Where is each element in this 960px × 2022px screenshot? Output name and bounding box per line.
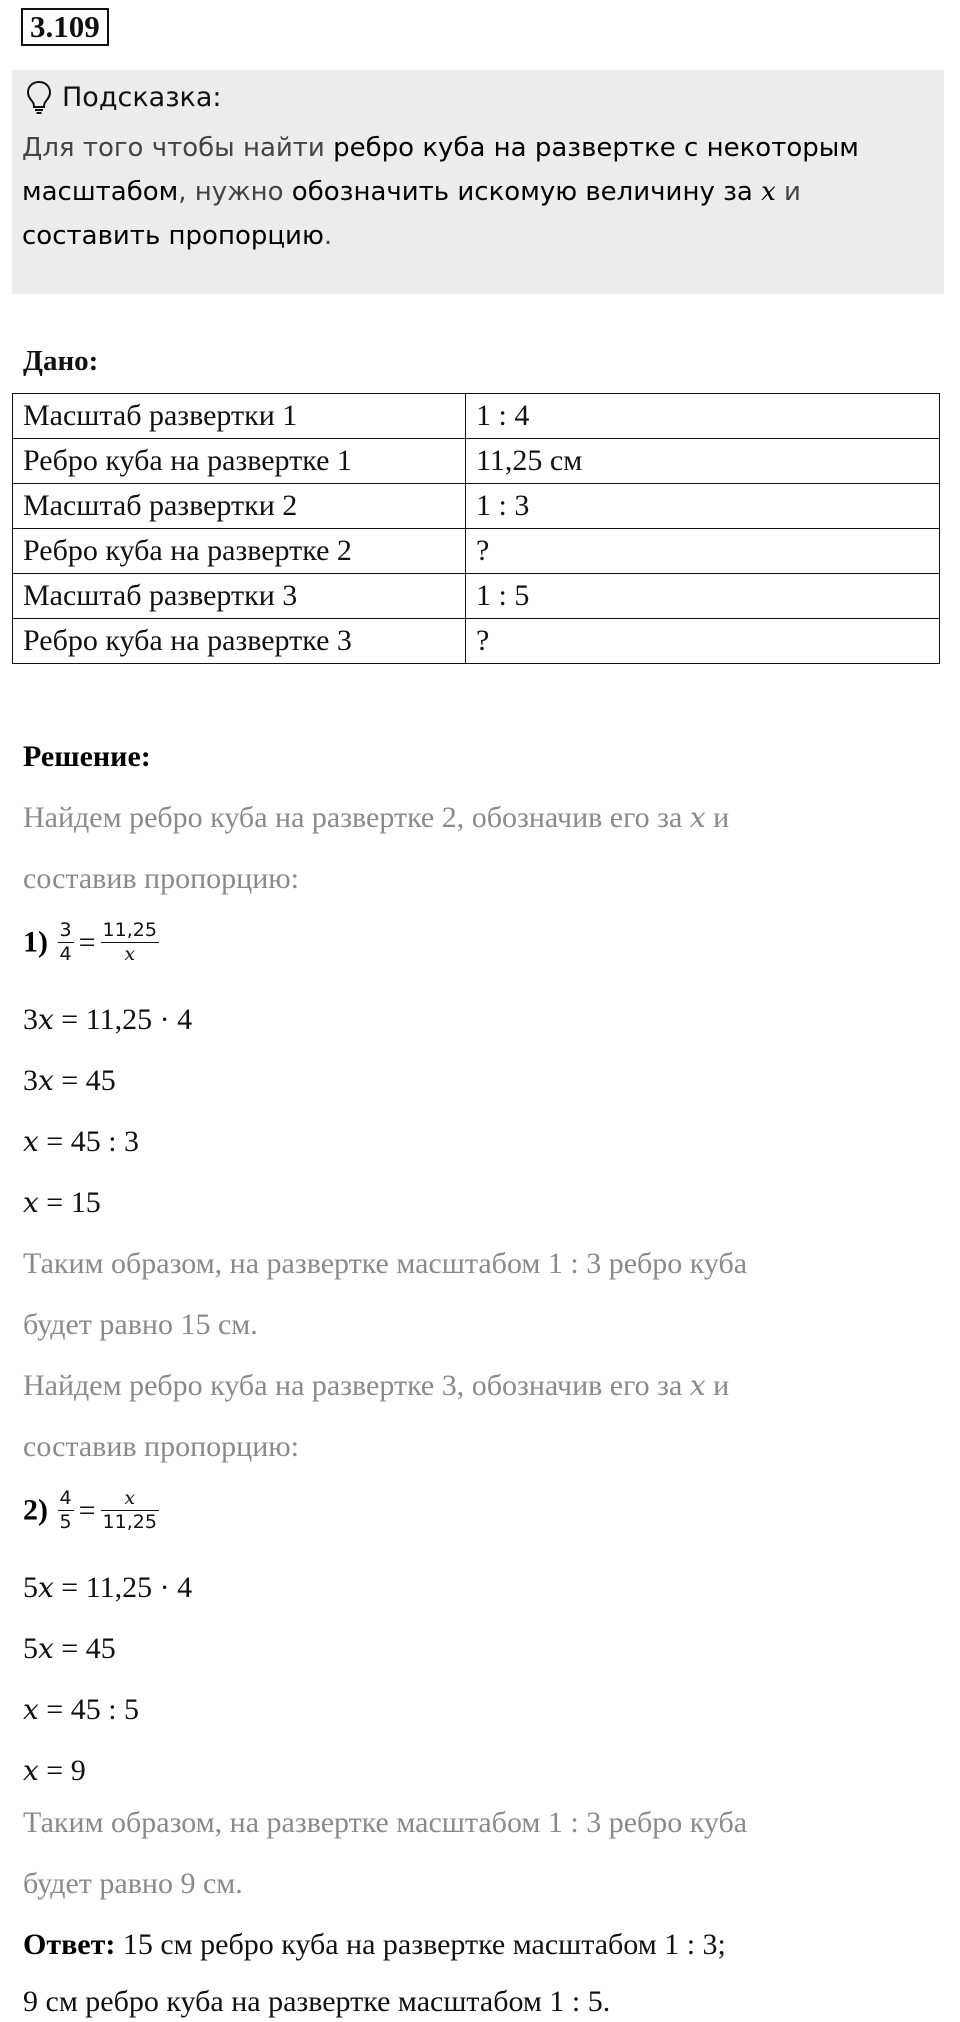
equation-line [23, 1568, 192, 1608]
given-value: 1 : 5 [466, 574, 940, 619]
equation-line [23, 1122, 139, 1162]
fraction [58, 1487, 74, 1534]
fraction-denominator [101, 943, 159, 966]
equation-part: 3 [23, 1003, 38, 1036]
table-row [13, 484, 940, 529]
given-value: ? [466, 619, 940, 664]
given-label: Масштаб развертки 1 [13, 394, 466, 439]
step-label: 2) [23, 1493, 48, 1527]
task-number: 3.109 [21, 8, 109, 46]
hint-bold-part: обозначить искомую величину за [291, 177, 762, 207]
conclusion-text: будет равно 15 см. [23, 1308, 258, 1341]
proportion-2 [23, 1487, 161, 1534]
variable: x [23, 1125, 39, 1158]
variable: x [23, 1693, 39, 1726]
fraction [101, 1487, 159, 1534]
hint-box [12, 70, 944, 294]
fraction-numerator [101, 1487, 159, 1511]
given-label: Ребро куба на развертке 1 [13, 439, 466, 484]
variable: x [38, 1632, 54, 1665]
variable: x [38, 1571, 54, 1604]
fraction-denominator: 11,25 [102, 1511, 157, 1533]
equation-part: 5 [23, 1632, 38, 1665]
given-table [12, 393, 940, 664]
given-label: Ребро куба на развертке 2 [13, 529, 466, 574]
given-heading: Дано: [23, 345, 99, 377]
hint-text-part: , нужно [178, 177, 292, 207]
variable: x [38, 1003, 54, 1036]
answer-line [23, 1925, 726, 1965]
hint-text-part: . [323, 221, 333, 251]
equation-line [23, 1061, 116, 1101]
equation-part: = 45 [53, 1632, 116, 1665]
proportion-1 [23, 919, 161, 966]
table-row [13, 439, 940, 484]
equation-part: = 11,25 · 4 [53, 1571, 193, 1604]
table-row [13, 394, 940, 439]
variable: x [689, 1369, 706, 1402]
hint-bold-part: составить пропорцию [22, 221, 324, 251]
hint-variable: x [761, 177, 776, 207]
solution-text: составив пропорцию: [23, 1430, 300, 1463]
table-row [13, 574, 940, 619]
step-label: 1) [23, 925, 48, 959]
equation-part: = 15 [38, 1186, 101, 1219]
conclusion-text: Таким образом, на развертке масштабом 1 : 3 ребро куба [23, 1806, 748, 1839]
hint-bold-part: ребро куба на развертке с некоторым масштабом [22, 133, 859, 207]
equation-part: = 45 : 3 [38, 1125, 140, 1158]
answer-label: Ответ: [23, 1928, 116, 1961]
answer-text: 15 см ребро куба на развертке масштабом 1 : 3; [115, 1928, 726, 1961]
solution-text-part: и [705, 1369, 730, 1402]
variable: x [23, 1754, 39, 1787]
equals-sign: = [78, 925, 96, 959]
given-label: Ребро куба на развертке 3 [13, 619, 466, 664]
solution-text [23, 1366, 729, 1406]
fraction-denominator: 4 [59, 943, 72, 965]
fraction-numerator: 11,25 [102, 919, 157, 941]
solution-text: составив пропорцию: [23, 862, 300, 895]
solution-heading: Решение: [23, 740, 151, 773]
table-row [13, 529, 940, 574]
variable: x [124, 1487, 136, 1509]
equation-part: 5 [23, 1571, 38, 1604]
conclusion-text: Таким образом, на развертке масштабом 1 : 3 ребро куба [23, 1247, 748, 1280]
equation-part: = 9 [38, 1754, 86, 1787]
variable: x [23, 1186, 39, 1219]
equation-part: = 45 [53, 1064, 116, 1097]
given-label: Масштаб развертки 2 [13, 484, 466, 529]
conclusion-text: будет равно 9 см. [23, 1867, 243, 1900]
fraction-denominator: 5 [59, 1511, 72, 1533]
variable: x [38, 1064, 54, 1097]
given-label: Масштаб развертки 3 [13, 574, 466, 619]
hint-text-part: и [775, 177, 801, 207]
hint-text-part: Для того чтобы найти [22, 133, 334, 163]
table-row [13, 619, 940, 664]
hint-text [22, 126, 942, 258]
equals-sign: = [78, 1493, 96, 1527]
variable: x [124, 943, 136, 965]
given-value: ? [466, 529, 940, 574]
given-value: 1 : 3 [466, 484, 940, 529]
given-value: 1 : 4 [466, 394, 940, 439]
equation-line [23, 1690, 139, 1730]
equation-line [23, 1000, 192, 1040]
variable: x [689, 801, 706, 834]
solution-text-part: Найдем ребро куба на развертке 2, обозначив его за [23, 801, 690, 834]
fraction-numerator: 3 [59, 919, 72, 941]
answer-line: 9 см ребро куба на развертке масштабом 1 : 5. [23, 1985, 611, 2018]
equation-part: = 11,25 · 4 [53, 1003, 193, 1036]
given-value: 11,25 см [466, 439, 940, 484]
equation-line [23, 1751, 86, 1791]
solution-text [23, 798, 729, 838]
hint-title [26, 80, 222, 114]
fraction-numerator: 4 [59, 1487, 72, 1509]
equation-part: 3 [23, 1064, 38, 1097]
fraction [101, 919, 159, 966]
solution-text-part: Найдем ребро куба на развертке 3, обозначив его за [23, 1369, 690, 1402]
equation-line [23, 1183, 101, 1223]
solution-text-part: и [705, 801, 730, 834]
equation-line [23, 1629, 116, 1669]
lightbulb-icon [26, 80, 52, 114]
equation-part: = 45 : 5 [38, 1693, 140, 1726]
hint-title-text: Подсказка: [62, 81, 222, 113]
fraction [58, 919, 74, 966]
